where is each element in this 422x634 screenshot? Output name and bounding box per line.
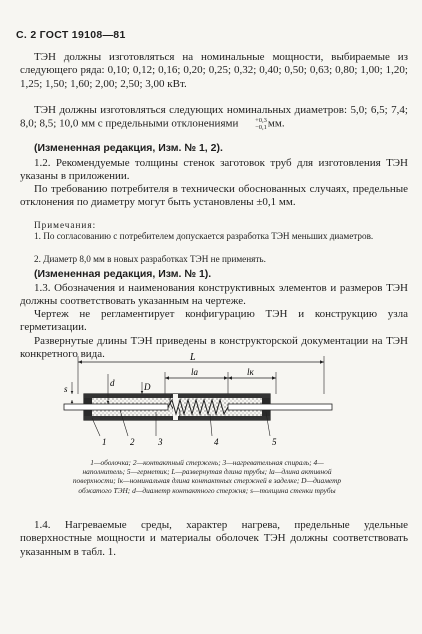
paragraph-wall-thickness: 1.2. Рекомендуемые толщины стенок заготовок труб для изготовления ТЭН указаны в приложении. <box>20 157 408 183</box>
paragraph-drawing: Чертеж не регламентирует конфигурацию ТЭН и конструкцию узла герметизации. <box>20 308 408 334</box>
paragraph-lengths: Развернутые длины ТЭН приведены в конструкторской документации на ТЭН конкретного вида. <box>20 335 408 361</box>
paragraph-media: 1.4. Нагреваемые среды, характер нагрева, предельные удельные поверхностные мощности и материалы оболочек ТЭН должны соответствовать указанным в табл. 1. <box>20 519 408 558</box>
heater-drawing <box>60 350 370 450</box>
figure-caption: 1—оболочка; 2—контактный стержень; 3—нагревательная спираль; 4—наполнитель; 5—герметик; L—развернутая длина трубы; lа—длина активной поверхности; lк—номинальная длина контактных стержней в заделке; D—диаметр обжатого ТЭН; d—диаметр контактного стержня; s—толщина стенки трубы <box>72 458 342 495</box>
label-s: s <box>64 384 68 394</box>
page-header: С. 2 ГОСТ 19108—81 <box>16 29 126 41</box>
label-D: D <box>144 382 151 392</box>
label-L: L <box>190 352 196 363</box>
label-3: 3 <box>158 437 163 447</box>
note-2: 2. Диаметр 8,0 мм в новых разработках ТЭН не применять. <box>34 254 266 264</box>
tolerance-upper: +0,3 <box>255 117 267 125</box>
tolerance <box>241 117 267 131</box>
label-d: d <box>110 378 115 388</box>
label-5: 5 <box>272 437 277 447</box>
label-la: lа <box>191 367 199 377</box>
edition-note-2: (Измененная редакция, Изм. № 1). <box>34 268 212 280</box>
diameters-text: ТЭН должны изготовляться следующих номинальных диаметров: 5,0; 6,5; 7,4; 8,0; 8,5; 10,0 мм с предельными отклонениями <box>20 104 408 130</box>
paragraph-designations: 1.3. Обозначения и наименования конструктивных элементов и размеров ТЭН должны соответствовать указанным на чертеже. <box>20 282 408 308</box>
edition-note-1: (Измененная редакция, Изм. № 1, 2). <box>34 142 223 154</box>
contact-rod-left <box>64 404 168 410</box>
label-1: 1 <box>102 437 107 447</box>
label-lk: lк <box>247 367 254 377</box>
paragraph-diameters <box>20 104 408 131</box>
notes-title: Примечания: <box>34 220 97 230</box>
label-4: 4 <box>214 437 219 447</box>
diameters-unit: мм. <box>267 117 285 130</box>
label-2: 2 <box>130 437 135 447</box>
note-1: 1. По согласованию с потребителем допускается разработка ТЭН меньших диаметров. <box>34 231 374 241</box>
paragraph-power-series: ТЭН должны изготовляться на номинальные мощности, выбираемые из следующего ряда: 0,10; 0,12; 0,16; 0,20; 0,25; 0,32; 0,40; 0,50; 0,63; 0,80; 1,00; 1,20; 1,25; 1,50; 1,60; 2,00; 2,50; 3,00 кВт. <box>20 51 408 90</box>
paragraph-tolerance: По требованию потребителя в технически обоснованных случаях, предельные отклонения по диаметру могут быть установлены ±0,1 мм. <box>20 183 408 209</box>
contact-rod-right <box>228 404 332 410</box>
tolerance-lower: −0,1 <box>255 124 267 132</box>
